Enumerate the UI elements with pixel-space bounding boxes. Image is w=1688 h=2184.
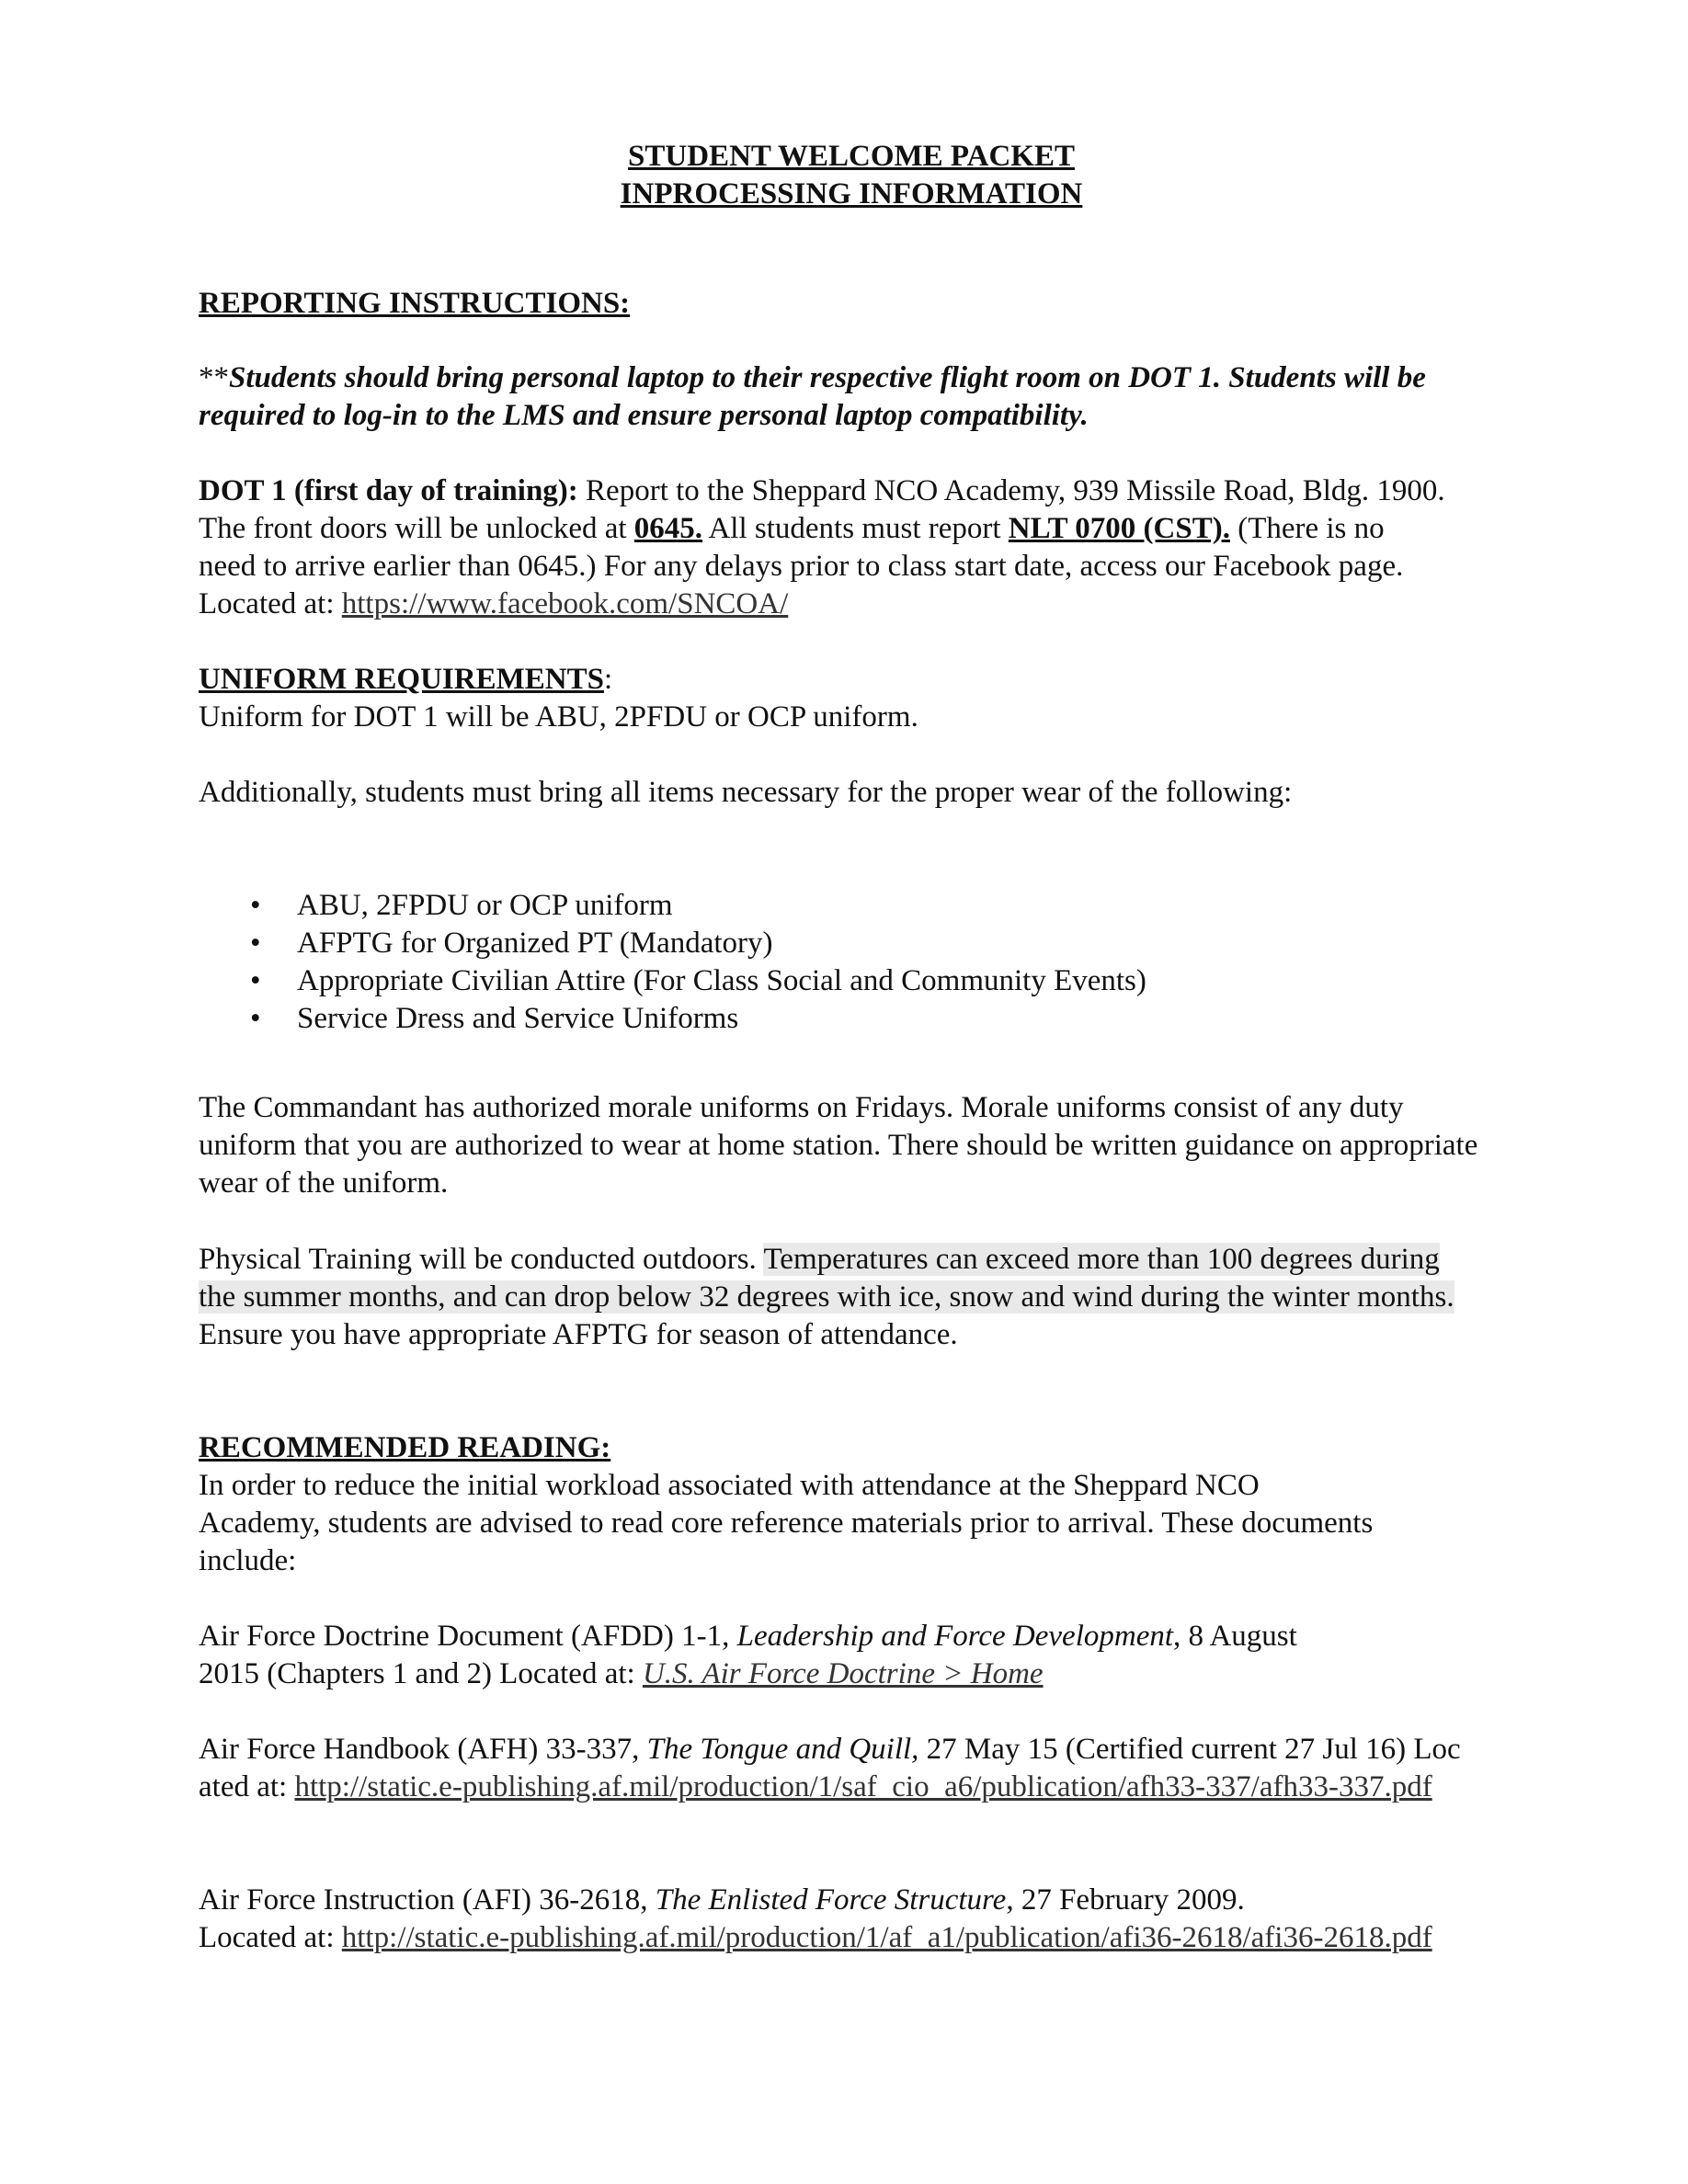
afi-prefix: Air Force Instruction (AFI) 36-2618,: [199, 1883, 656, 1917]
afdd-prefix: Air Force Doctrine Document (AFDD) 1-1,: [199, 1620, 737, 1653]
morale-text: The Commandant has authorized morale uniforms on Fridays. Morale uniforms consist of any duty uniform that you are authorized to wear at home station. There should be written guidance on appropriate wear of the uniform.: [199, 1091, 1478, 1200]
afh-prefix: Air Force Handbook (AFH) 33-337,: [199, 1733, 647, 1766]
uniform-heading-colon: :: [603, 663, 613, 696]
list-item: [199, 925, 1504, 962]
afdd-reference: [199, 1618, 1302, 1693]
afdd-title: Leadership and Force Development: [736, 1620, 1174, 1653]
pt-prefix: Physical Training will be conducted outdoors.: [199, 1243, 764, 1276]
reading-intro: In order to reduce the initial workload associated with attendance at the Sheppard NCO Academy, students are advised to read core reference materials prior to arrival. These documents include:: [199, 1469, 1374, 1577]
afh-suffix: 27 May 15 (Certified current 27 Jul 16) Located at:: [199, 1733, 1461, 1803]
afi-link[interactable]: http://static.e-publishing.af.mil/production/1/af_a1/publication/afi36-2618/afi36-2618.pdf: [341, 1921, 1432, 1954]
afdd-suffix: , 8 August 2015 (Chapters 1 and 2) Located at:: [199, 1620, 1297, 1690]
laptop-note-text: Students should bring personal laptop to their respective flight room on DOT 1. Students will be required to log-in to the LMS and ensure personal laptop compatibility.: [199, 361, 1426, 432]
list-item-text: AFPTG for Organized PT (Mandatory): [297, 927, 773, 960]
uniform-items-list: [199, 887, 1504, 1038]
dot1-text-1: Report to the Sheppard NCO Academy, 939 Missile Road, Bldg. 1900. The front doors will be unlocked at: [199, 474, 1445, 545]
note-prefix: **: [199, 361, 229, 394]
afdd-link[interactable]: U.S. Air Force Doctrine > Home: [642, 1657, 1044, 1690]
pt-highlighted-text: Temperatures can exceed more than 100 degrees during the summer months, and can drop below 32 degrees with ice, snow and wind during the winter months.: [199, 1243, 1454, 1314]
list-item: [199, 1000, 1504, 1038]
uniform-heading: UNIFORM REQUIREMENTS: [199, 663, 604, 696]
title-line-1: STUDENT WELCOME PACKET: [628, 140, 1075, 173]
afi-reference: [199, 1882, 1440, 1957]
report-time: NLT 0700 (CST).: [1008, 512, 1230, 545]
title-line-2: INPROCESSING INFORMATION: [620, 177, 1083, 210]
reporting-heading: REPORTING INSTRUCTIONS:: [199, 287, 631, 320]
bullet-icon: •: [250, 964, 261, 997]
afh-reference: [199, 1731, 1467, 1806]
afh-title: The Tongue and Quill,: [646, 1733, 919, 1766]
facebook-link[interactable]: https://www.facebook.com/SNCOA/: [341, 587, 789, 620]
list-item-text: ABU, 2FPDU or OCP uniform: [297, 889, 673, 922]
list-item-text: Appropriate Civilian Attire (For Class Social and Community Events): [297, 964, 1146, 997]
list-item-text: Service Dress and Service Uniforms: [297, 1002, 739, 1035]
additionally-text: Additionally, students must bring all items necessary for the proper wear of the following:: [199, 776, 1293, 809]
afi-located: Located at:: [199, 1921, 342, 1954]
reading-heading: RECOMMENDED READING:: [199, 1431, 611, 1464]
dot1-uniform: Uniform for DOT 1 will be ABU, 2PFDU or OCP uniform.: [199, 700, 918, 734]
afh-link[interactable]: http://static.e-publishing.af.mil/production/1/saf_cio_a6/publication/afh33-337/afh33-337.pdf: [294, 1770, 1432, 1803]
dot1-label: DOT 1 (first day of training):: [199, 474, 578, 507]
additionally-paragraph: [199, 774, 1504, 812]
bullet-icon: •: [250, 1002, 261, 1035]
document-title: [199, 138, 1504, 213]
morale-paragraph: [199, 1089, 1504, 1202]
unlock-time: 0645.: [633, 512, 703, 545]
pt-paragraph: [199, 1241, 1467, 1354]
afi-title: The Enlisted Force Structure: [655, 1883, 1007, 1917]
list-item: [199, 962, 1504, 1000]
dot1-text-3: (There is no need to arrive earlier than 0645.) For any delays prior to class start date, access our Facebook page. Located at:: [199, 512, 1404, 620]
bullet-icon: •: [250, 889, 261, 922]
uniform-section: [199, 661, 1504, 736]
reading-section: [199, 1429, 1385, 1580]
afi-suffix: , 27 February 2009.: [1006, 1883, 1245, 1917]
pt-suffix: Ensure you have appropriate AFPTG for season of attendance.: [199, 1318, 958, 1351]
list-item: [199, 887, 1504, 925]
dot1-paragraph: [199, 472, 1449, 623]
dot1-text-2: All students must report: [702, 512, 1009, 545]
bullet-icon: •: [250, 927, 261, 960]
reporting-section: [199, 285, 1504, 323]
laptop-note: [199, 359, 1449, 435]
